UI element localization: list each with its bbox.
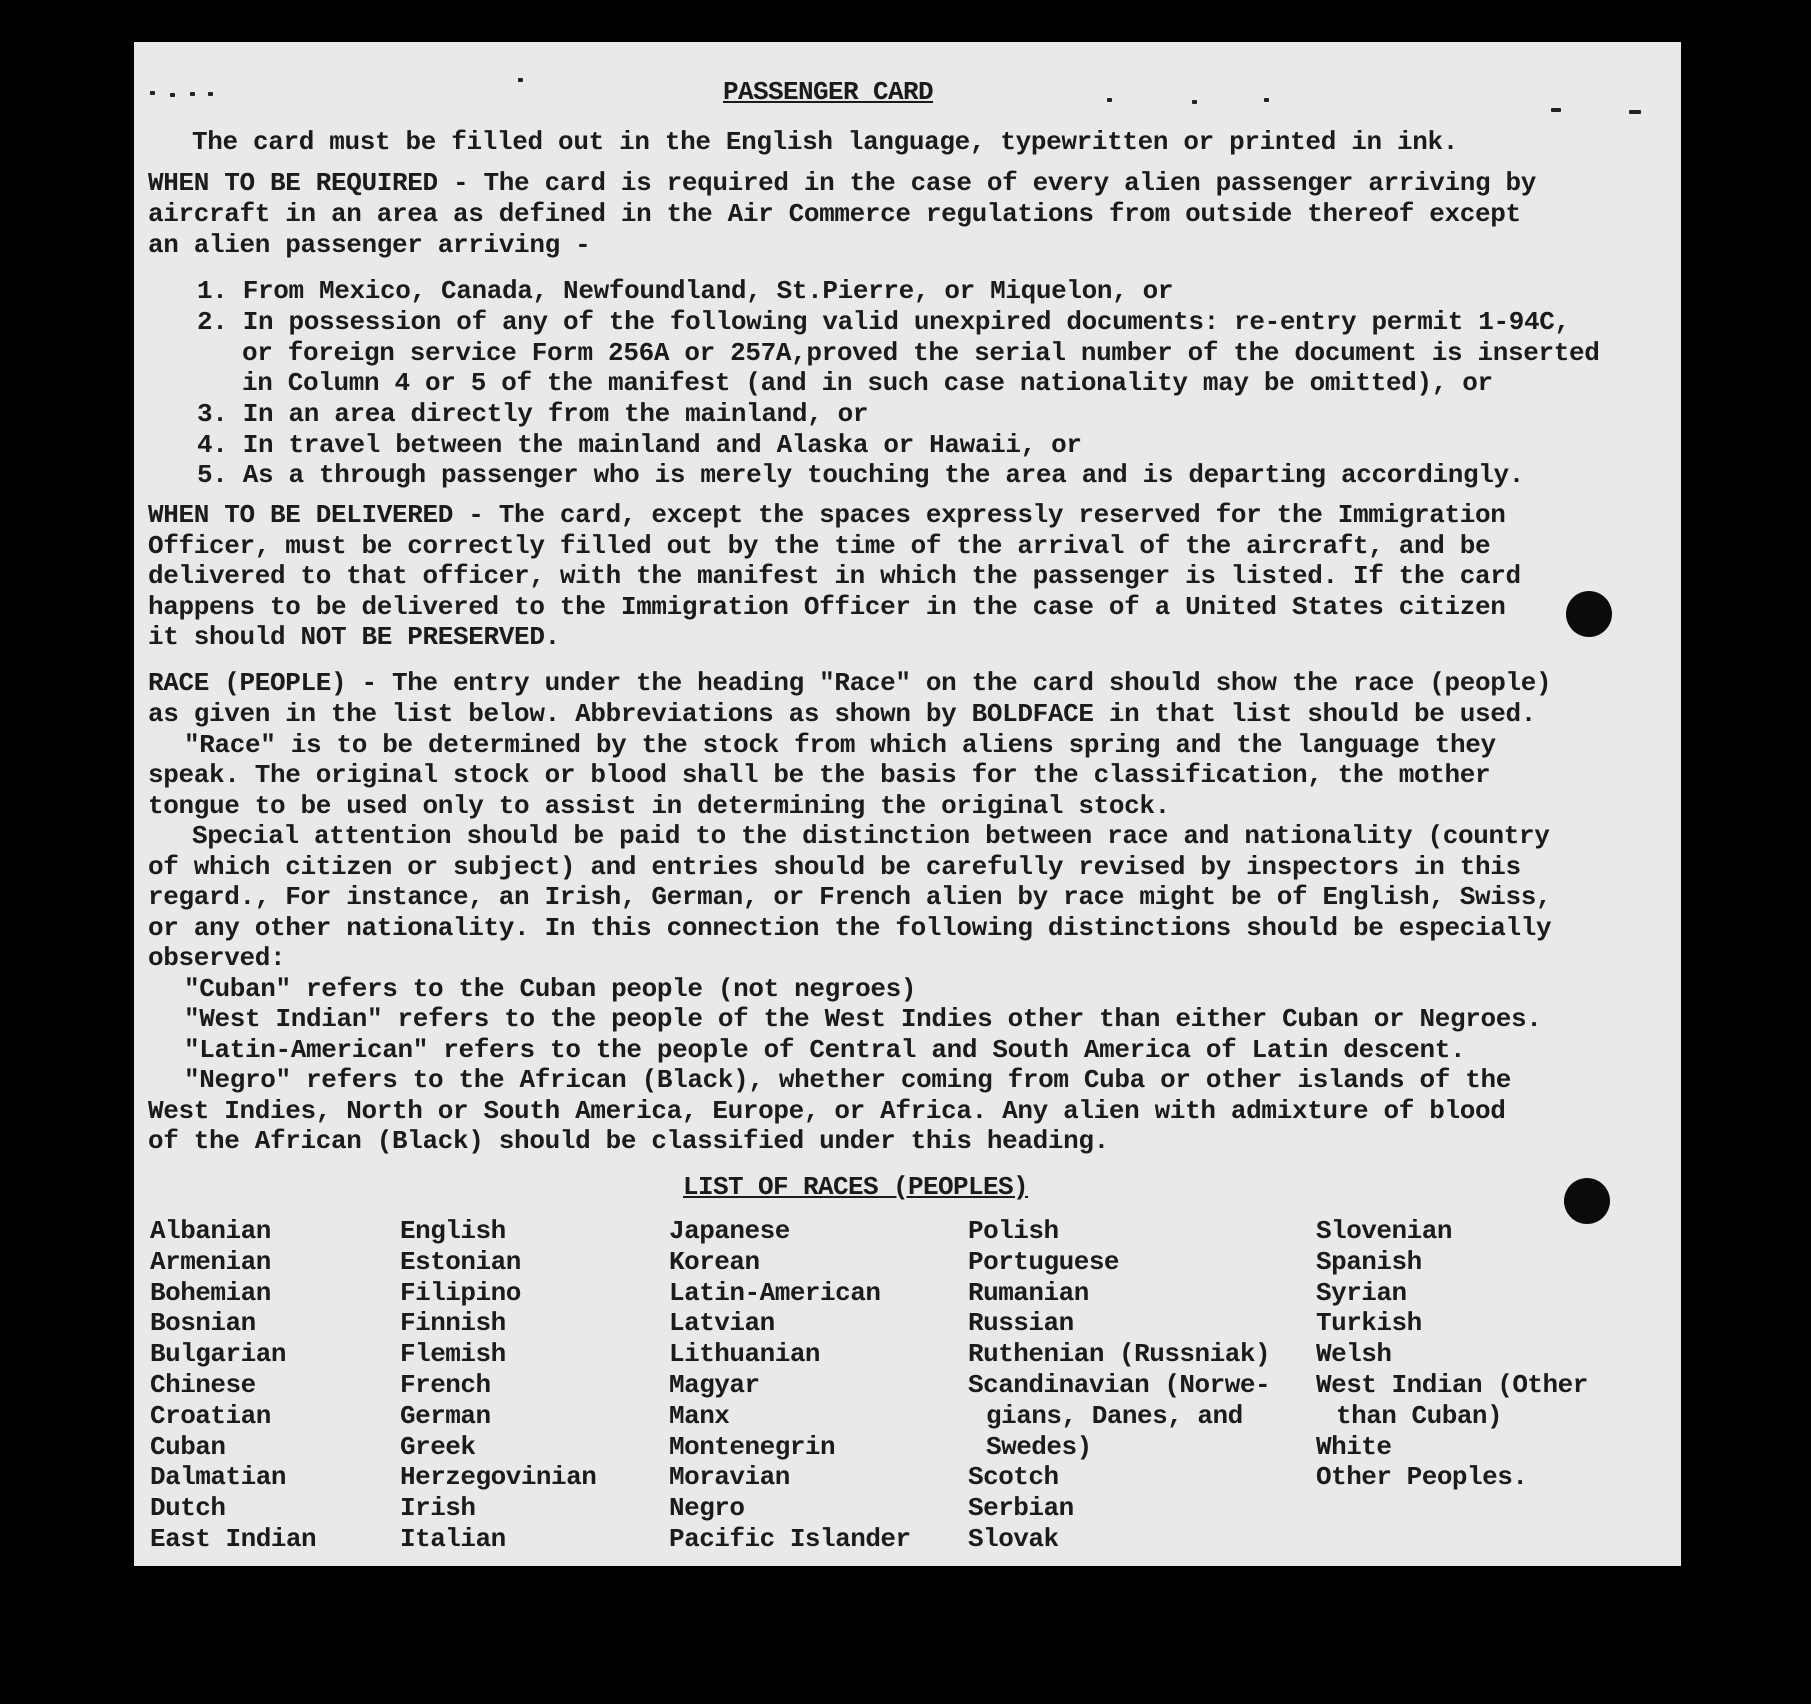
race-name: Manx xyxy=(669,1400,730,1431)
race-column xyxy=(669,1216,939,1555)
when-delivered-line: happens to be delivered to the Immigration Officer in the case of a United States citizen xyxy=(148,592,1506,622)
exception-item: 5. As a through passenger who is merely touching the area and is departing accordingly. xyxy=(197,460,1524,490)
race-name: Syrian xyxy=(1316,1277,1407,1308)
race-name: Scotch xyxy=(968,1462,1059,1493)
passenger-card xyxy=(134,42,1681,1566)
race-name: Ruthenian (Russniak) xyxy=(968,1339,1271,1370)
race-name: gians, Danes, and xyxy=(986,1400,1243,1431)
race-name: Flemish xyxy=(400,1339,506,1370)
when-delivered-line: it should NOT BE PRESERVED. xyxy=(148,622,560,652)
race-name: Scandinavian (Norwe- xyxy=(968,1369,1271,1400)
race-name: Negro xyxy=(669,1493,745,1524)
list-of-races-title: LIST OF RACES (PEOPLES) xyxy=(683,1172,1029,1202)
race-name: Rumanian xyxy=(968,1277,1089,1308)
race-paragraph-line: observed: xyxy=(148,943,286,973)
race-name: Portuguese xyxy=(968,1246,1120,1277)
ink-speck xyxy=(1264,98,1269,102)
ink-speck xyxy=(190,92,195,96)
race-name: Polish xyxy=(968,1216,1059,1246)
exception-item: 1. From Mexico, Canada, Newfoundland, St.Pierre, or Miquelon, or xyxy=(197,276,1174,306)
race-column xyxy=(400,1216,640,1555)
race-name: English xyxy=(400,1216,506,1246)
race-name: Herzegovinian xyxy=(400,1462,597,1493)
race-paragraph-line: "Cuban" refers to the Cuban people (not negroes) xyxy=(184,974,917,1004)
race-name: Montenegrin xyxy=(669,1431,836,1462)
race-name: Irish xyxy=(400,1493,476,1524)
race-name: Pacific Islander xyxy=(669,1523,911,1554)
race-name: Lithuanian xyxy=(669,1339,821,1370)
race-name: than Cuban) xyxy=(1336,1400,1503,1431)
race-name: Estonian xyxy=(400,1246,521,1277)
race-name: Slovak xyxy=(968,1523,1059,1554)
race-paragraph-line: regard., For instance, an Irish, German, or French alien by race might be of English, Swiss, xyxy=(148,882,1552,912)
race-name: Russian xyxy=(968,1308,1074,1339)
race-name: Croatian xyxy=(150,1400,271,1431)
race-paragraph-line: West Indies, North or South America, Europe, or Africa. Any alien with admixture of blood xyxy=(148,1096,1506,1126)
race-paragraph-line: speak. The original stock or blood shall be the basis for the classification, the mother xyxy=(148,760,1491,790)
race-name: Chinese xyxy=(150,1369,256,1400)
race-name: Swedes) xyxy=(986,1431,1092,1462)
when-required-line: an alien passenger arriving - xyxy=(148,230,591,260)
race-name: Spanish xyxy=(1316,1246,1422,1277)
ink-speck xyxy=(208,92,213,96)
card-title: PASSENGER CARD xyxy=(723,77,934,107)
race-name: Cuban xyxy=(150,1431,226,1462)
when-delivered-line: delivered to that officer, with the manifest in which the passenger is listed. If the card xyxy=(148,561,1521,591)
race-name: Serbian xyxy=(968,1493,1074,1524)
when-required-line: WHEN TO BE REQUIRED - The card is required in the case of every alien passenger arriving by xyxy=(148,168,1536,198)
race-name: East Indian xyxy=(150,1523,317,1554)
race-name: Welsh xyxy=(1316,1339,1392,1370)
race-paragraph-line: as given in the list below. Abbreviations as shown by BOLDFACE in that list should be used. xyxy=(148,699,1536,729)
race-column xyxy=(150,1216,380,1555)
when-delivered-line: Officer, must be correctly filled out by the time of the arrival of the aircraft, and be xyxy=(148,531,1491,561)
intro-text: The card must be filled out in the English language, typewritten or printed in ink. xyxy=(192,127,1458,157)
ink-speck xyxy=(1107,98,1112,102)
race-name: Turkish xyxy=(1316,1308,1422,1339)
race-name: Italian xyxy=(400,1523,506,1554)
race-paragraph-line: of which citizen or subject) and entries should be carefully revised by inspectors in this xyxy=(148,852,1521,882)
race-name: Japanese xyxy=(669,1216,790,1246)
ink-speck xyxy=(1629,110,1641,114)
race-name: French xyxy=(400,1369,491,1400)
punch-hole xyxy=(1566,591,1612,637)
race-name: Albanian xyxy=(150,1216,271,1246)
race-name: Other Peoples. xyxy=(1316,1462,1528,1493)
race-paragraph-line: RACE (PEOPLE) - The entry under the heading "Race" on the card should show the race (people) xyxy=(148,668,1552,698)
race-name: Korean xyxy=(669,1246,760,1277)
race-paragraph-line: Special attention should be paid to the distinction between race and nationality (country xyxy=(192,821,1550,851)
exception-item: or foreign service Form 256A or 257A,proved the serial number of the document is inserted xyxy=(242,338,1600,368)
ink-speck xyxy=(170,93,175,97)
race-name: Latvian xyxy=(669,1308,775,1339)
race-name: West Indian (Other xyxy=(1316,1369,1588,1400)
race-name: White xyxy=(1316,1431,1392,1462)
race-name: Dutch xyxy=(150,1493,226,1524)
race-paragraph-line: "Latin-American" refers to the people of Central and South America of Latin descent. xyxy=(184,1035,1466,1065)
race-name: German xyxy=(400,1400,491,1431)
race-paragraph-line: or any other nationality. In this connection the following distinctions should be especially xyxy=(148,913,1552,943)
exception-item: in Column 4 or 5 of the manifest (and in such case nationality may be omitted), or xyxy=(242,368,1493,398)
race-name: Dalmatian xyxy=(150,1462,286,1493)
race-column xyxy=(968,1216,1308,1555)
race-name: Slovenian xyxy=(1316,1216,1452,1246)
ink-speck xyxy=(518,78,523,82)
race-name: Magyar xyxy=(669,1369,760,1400)
ink-speck xyxy=(150,91,155,95)
race-paragraph-line: "Negro" refers to the African (Black), whether coming from Cuba or other islands of the xyxy=(184,1065,1511,1095)
punch-hole xyxy=(1564,1178,1610,1224)
ink-speck xyxy=(1192,100,1197,104)
race-name: Filipino xyxy=(400,1277,521,1308)
race-name: Bulgarian xyxy=(150,1339,286,1370)
race-name: Bosnian xyxy=(150,1308,256,1339)
race-name: Armenian xyxy=(150,1246,271,1277)
exception-item: 3. In an area directly from the mainland, or xyxy=(197,399,869,429)
race-paragraph-line: "Race" is to be determined by the stock from which aliens spring and the language they xyxy=(184,730,1496,760)
race-name: Latin-American xyxy=(669,1277,881,1308)
race-paragraph-line: of the African (Black) should be classified under this heading. xyxy=(148,1126,1109,1156)
race-paragraph-line: tongue to be used only to assist in determining the original stock. xyxy=(148,791,1170,821)
when-delivered-line: WHEN TO BE DELIVERED - The card, except the spaces expressly reserved for the Immigration xyxy=(148,500,1506,530)
ink-speck xyxy=(1551,108,1561,112)
race-name: Bohemian xyxy=(150,1277,271,1308)
race-name: Moravian xyxy=(669,1462,790,1493)
when-required-line: aircraft in an area as defined in the Air Commerce regulations from outside thereof except xyxy=(148,199,1521,229)
race-paragraph-line: "West Indian" refers to the people of the West Indies other than either Cuban or Negroes. xyxy=(184,1004,1542,1034)
exception-item: 2. In possession of any of the following valid unexpired documents: re-entry permit 1-94C, xyxy=(197,307,1570,337)
race-column xyxy=(1316,1216,1656,1493)
race-name: Finnish xyxy=(400,1308,506,1339)
exception-item: 4. In travel between the mainland and Alaska or Hawaii, or xyxy=(197,430,1082,460)
race-name: Greek xyxy=(400,1431,476,1462)
